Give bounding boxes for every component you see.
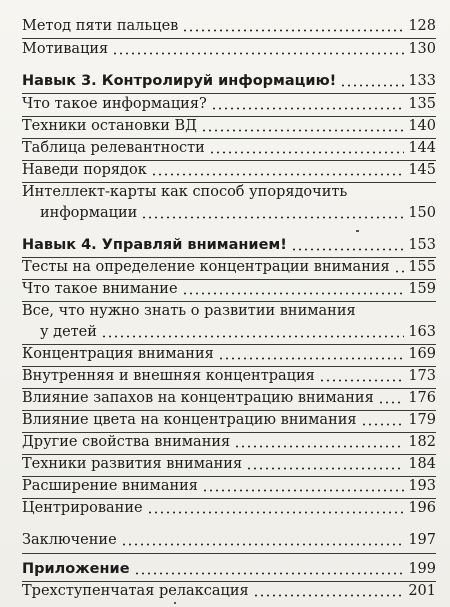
toc-entry-page: 128 — [408, 18, 436, 34]
dot-leader — [253, 594, 405, 597]
toc-entry-title: Центрирование — [22, 500, 143, 516]
toc-entry-page: 176 — [408, 390, 436, 406]
toc-entry-title: Техники остановки ВД — [22, 118, 197, 134]
toc-entry — [22, 388, 436, 409]
toc-entry-title: Мотивация — [22, 41, 109, 57]
toc-entry — [22, 476, 436, 497]
toc-entry-page: 196 — [408, 500, 436, 516]
toc-section-title: Навык 4. Управляй вниманием! — [22, 237, 287, 253]
toc-entry-title: Таблица релевантности — [22, 140, 205, 156]
toc-entry — [22, 530, 436, 551]
toc-entry-title: Влияние цвета на концентрацию внимания — [22, 412, 357, 428]
toc-entry-title: Трехступенчатая релаксация — [22, 583, 249, 599]
toc-entry — [22, 301, 436, 322]
toc-entry — [22, 138, 436, 159]
toc-entry — [22, 182, 436, 203]
dot-leader — [394, 270, 405, 273]
print-speck — [174, 602, 176, 604]
toc-entry-title: информации — [40, 205, 138, 221]
toc-entry-page: 201 — [408, 583, 436, 599]
toc-entry-continuation — [22, 203, 436, 224]
toc-entry-page: 173 — [408, 368, 436, 384]
toc-entry-page: 182 — [408, 434, 436, 450]
dot-leader — [234, 445, 404, 448]
toc-section-heading — [22, 235, 436, 256]
dot-leader — [182, 292, 405, 295]
toc-entry-title: Что такое информация? — [22, 96, 207, 112]
toc-entry-title: Влияние запахов на концентрацию внимания — [22, 390, 374, 406]
toc-entry-page: 135 — [408, 96, 436, 112]
toc-entry-title: Наведи порядок — [22, 162, 147, 178]
dot-leader — [378, 401, 405, 404]
toc-entry-title: Тесты на определение концентрации внимания — [22, 259, 390, 275]
toc-section-title: Приложение — [22, 561, 130, 577]
toc-entry — [22, 160, 436, 181]
toc-entry — [22, 432, 436, 453]
toc-entry-page: 159 — [408, 281, 436, 297]
dot-leader — [201, 129, 404, 132]
toc-entry-page: 130 — [408, 41, 436, 57]
dot-leader — [340, 84, 404, 87]
dot-leader — [202, 489, 404, 492]
toc-entry-page: 153 — [408, 237, 436, 253]
dot-leader — [218, 357, 405, 360]
dot-leader — [121, 543, 405, 546]
toc-entry — [22, 410, 436, 431]
toc-entry-page: 144 — [408, 140, 436, 156]
toc-entry-title: Все, что нужно знать о развитии внимания — [22, 303, 356, 319]
toc-entry — [22, 94, 436, 115]
toc-entry — [22, 279, 436, 300]
dot-leader — [291, 248, 404, 251]
toc-entry-title: Заключение — [22, 532, 117, 548]
toc-entry-page: 140 — [408, 118, 436, 134]
dot-leader — [319, 379, 405, 382]
toc-entry-page: 179 — [408, 412, 436, 428]
toc-entry — [22, 257, 436, 278]
toc-entry-title: Внутренняя и внешняя концентрация — [22, 368, 315, 384]
toc-entry — [22, 16, 436, 37]
toc-entry-page: 155 — [408, 259, 436, 275]
divider — [22, 553, 436, 554]
toc-entry — [22, 39, 436, 60]
dot-leader — [134, 572, 405, 575]
toc-entry-title: Техники развития внимания — [22, 456, 243, 472]
toc-entry-page: 193 — [408, 478, 436, 494]
toc-entry-title: Что такое внимание — [22, 281, 178, 297]
toc-entry — [22, 454, 436, 475]
dot-leader — [246, 467, 404, 470]
toc-entry — [22, 581, 436, 602]
toc-section-heading — [22, 71, 436, 92]
toc-entry-page: 145 — [408, 162, 436, 178]
dot-leader — [182, 29, 404, 32]
toc-entry-title: у детей — [40, 324, 97, 340]
dot-leader — [211, 107, 405, 110]
toc-entry-page: 184 — [408, 456, 436, 472]
toc-entry — [22, 498, 436, 519]
toc-entry-page: 163 — [408, 324, 436, 340]
print-speck — [356, 230, 359, 232]
dot-leader — [101, 335, 404, 338]
dot-leader — [147, 511, 405, 514]
toc-entry-page: 199 — [408, 561, 436, 577]
toc-entry-page: 197 — [408, 532, 436, 548]
dot-leader — [141, 216, 404, 219]
toc-section-title: Навык 3. Контролируй информацию! — [22, 73, 337, 89]
toc-entry-page: 169 — [408, 346, 436, 362]
toc-entry-title: Интеллект-карты как способ упорядочить — [22, 184, 348, 200]
toc-section-heading — [22, 559, 436, 580]
dot-leader — [209, 151, 404, 154]
toc-entry — [22, 344, 436, 365]
toc-entry-title: Концентрация внимания — [22, 346, 214, 362]
dot-leader — [361, 423, 405, 426]
toc-entry-page: 150 — [408, 205, 436, 221]
toc-entry-continuation — [22, 322, 436, 343]
toc-entry-title: Другие свойства внимания — [22, 434, 231, 450]
dot-leader — [151, 173, 405, 176]
toc-entry — [22, 116, 436, 137]
toc-entry-title: Метод пяти пальцев — [22, 18, 179, 34]
toc-entry-page: 133 — [408, 73, 436, 89]
toc-entry — [22, 366, 436, 387]
toc-entry-title: Расширение внимания — [22, 478, 198, 494]
dot-leader — [112, 52, 404, 55]
